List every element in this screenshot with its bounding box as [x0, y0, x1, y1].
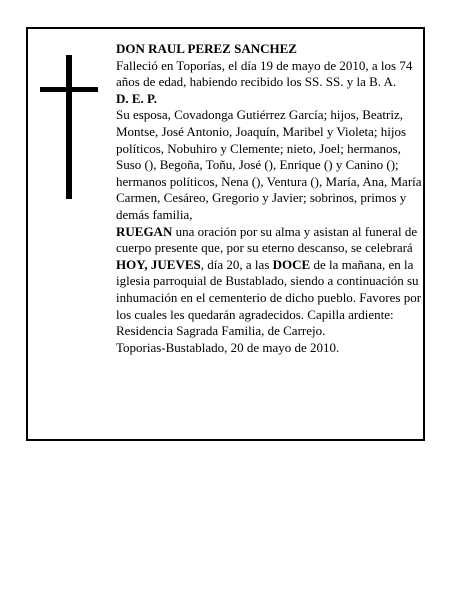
deceased-name: DON RAUL PEREZ SANCHEZ	[116, 41, 297, 56]
family-list: Su esposa, Covadonga Gutiérrez García; hijos, Beatriz, Montse, José Antonio, Joaquín, Maribel y Violeta; hijos políticos, Nobuhiro y Clemente; nieto, Joel; hermanos, Suso (), Begoña, Toñu, José (), Enrique () y Canino (); hermanos políticos, Nena (), Ventura (), María, Ana, María Carmen, Cesáreo, Gregorio y Javier; sobrinos, primos y demás familia,	[116, 107, 422, 222]
ruegan-label: RUEGAN	[116, 223, 173, 239]
funeral-text-1: una oración por su alma y asistan al funeral de cuerpo presente que, por su eterno descanso, se celebrará	[116, 223, 418, 256]
place-date: Toporias-Bustablado, 20 de mayo de 2010.	[116, 339, 340, 355]
notice-body	[116, 41, 422, 356]
cross-icon	[40, 55, 98, 199]
funeral-text-3: de la mañana, en la iglesia parroquial de Bustablado, siendo a continuación su inhumación en el cementerio de dicho pueblo. Favores por los cuales les quedarán agradecidos. Capilla ardiente: Residencia Sagrada Familia, de Carrejo.	[116, 256, 422, 339]
funeral-hour: DOCE	[272, 256, 311, 272]
funeral-text-2: , día 20, a las	[200, 256, 273, 272]
funeral-day: HOY, JUEVES	[116, 256, 201, 272]
dep-line: D. E. P.	[116, 90, 158, 106]
funeral-request	[116, 224, 422, 340]
obituary-notice	[26, 27, 425, 441]
death-info: Falleció en Toporías, el día 19 de mayo de 2010, a los 74 años de edad, habiendo recibido los SS. SS. y la B. A.	[116, 57, 413, 90]
